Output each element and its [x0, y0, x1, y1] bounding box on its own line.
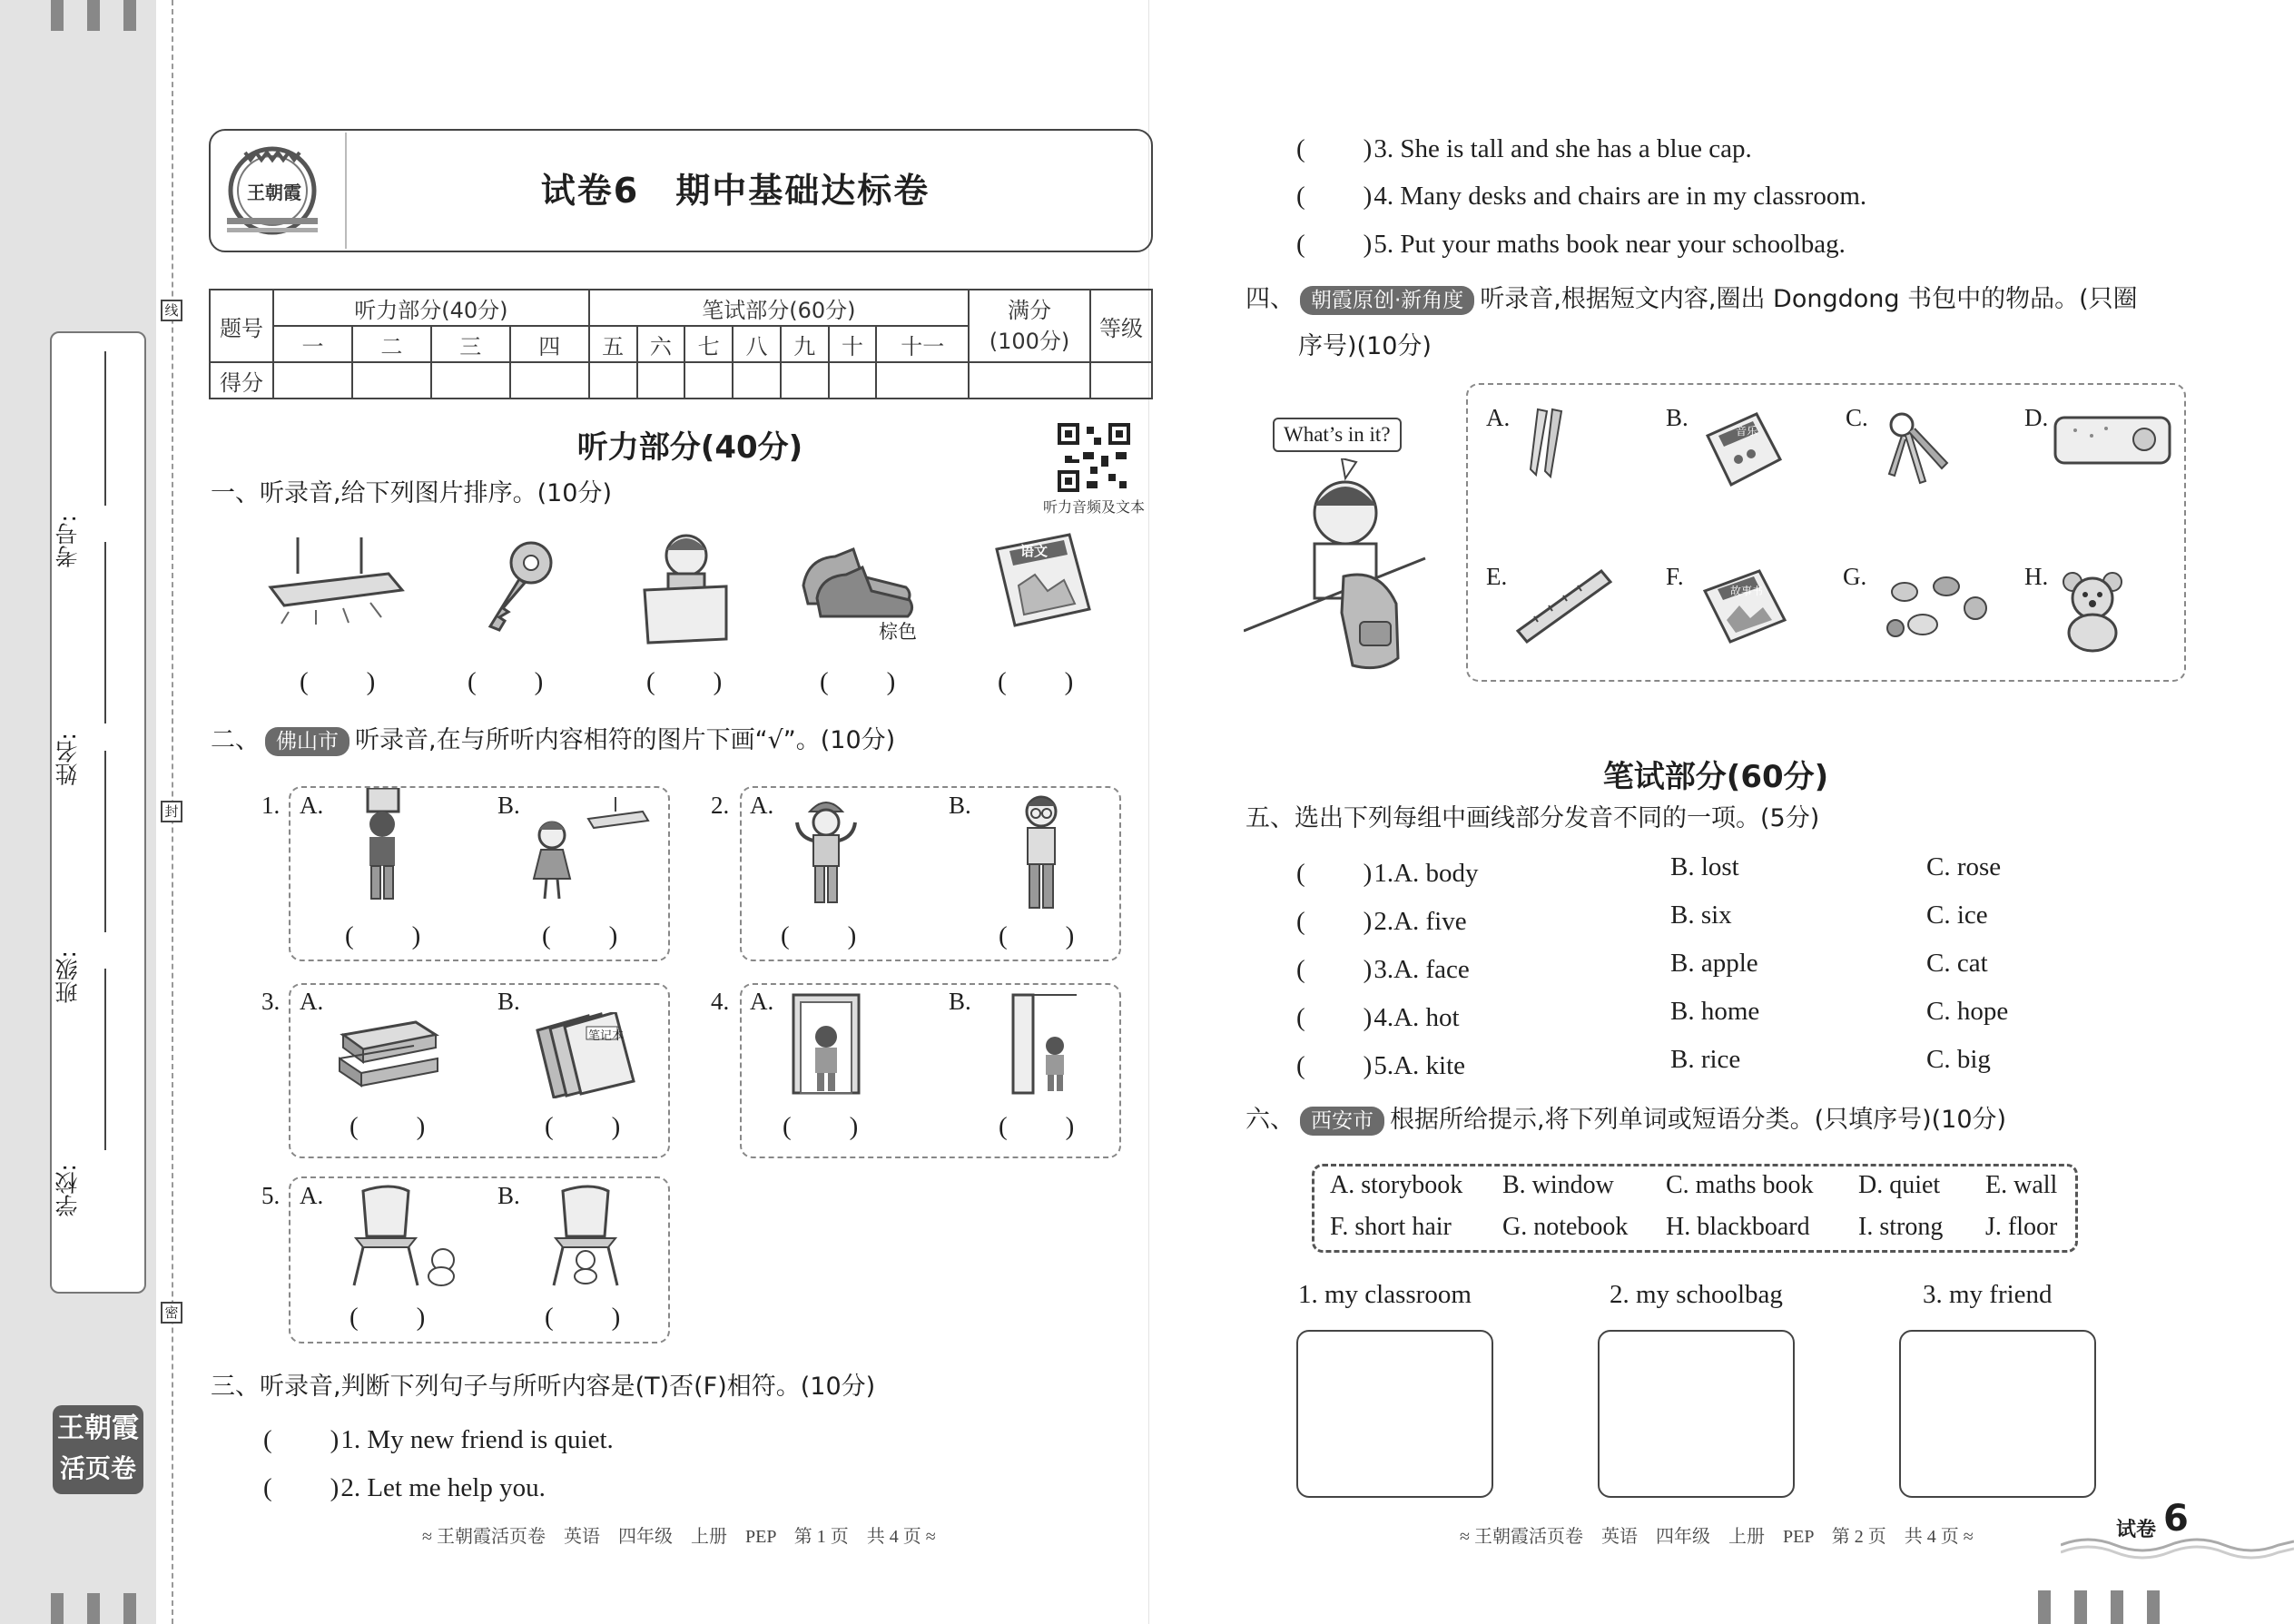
binder-mark-secret: 密: [161, 1302, 182, 1324]
girl-at-door-illustration: [790, 991, 862, 1098]
q5-row-4: ( )4.A. hot: [1296, 1003, 1460, 1032]
category-2-label: 2. my schoolbag: [1610, 1280, 1783, 1309]
brand-logo: [53, 1405, 143, 1494]
girl-and-light-illustration: [525, 792, 652, 905]
teddy-bear-icon: [2056, 567, 2129, 654]
q5-row-2: ( )2.A. five: [1296, 907, 1467, 936]
q1-answer-blank-1[interactable]: ( ): [300, 667, 378, 696]
q5-row-5-c: C. big: [1926, 1045, 1991, 1074]
music-book-icon: [1702, 408, 1784, 490]
listening-section-title: 听力部分(40分): [576, 429, 803, 466]
score-cell[interactable]: [510, 362, 589, 399]
writing-section-title: 笔试部分(60分): [1602, 759, 1829, 795]
notebook-cover-text: 笔记本: [588, 1029, 625, 1043]
candies-icon: [1877, 570, 1995, 647]
col-11: 十一: [876, 326, 969, 362]
score-cell[interactable]: [781, 362, 829, 399]
number-label: 考号:: [54, 515, 81, 568]
paper-number: 6: [2163, 1498, 2189, 1540]
q3-sentence-5: ( )5. Put your maths book near your schoolbag.: [1296, 230, 1846, 259]
q3-blank-5[interactable]: ( ): [1296, 230, 1374, 259]
score-cell[interactable]: [829, 362, 877, 399]
q2-item5-blank-a[interactable]: ( ): [350, 1303, 428, 1332]
col-7: 七: [684, 326, 733, 362]
q4-option-d[interactable]: D.: [2024, 404, 2049, 431]
q2-item3-option-b: B.: [497, 988, 520, 1015]
binder-mark-seal: 封: [161, 801, 182, 822]
q4-option-a[interactable]: A.: [1486, 404, 1511, 431]
score-cell[interactable]: [589, 362, 637, 399]
boy-with-schoolbag-illustration: [1244, 458, 1443, 676]
q2-item2-blank-a[interactable]: ( ): [781, 921, 859, 950]
col-1: 一: [273, 326, 352, 362]
category-1-label: 1. my classroom: [1298, 1280, 1472, 1309]
q2-item2-blank-b[interactable]: ( ): [999, 921, 1077, 950]
col-4: 四: [510, 326, 589, 362]
q2-item3-blank-a[interactable]: ( ): [350, 1112, 428, 1141]
q5-blank-1[interactable]: ( ): [1296, 859, 1374, 888]
score-cell[interactable]: [352, 362, 431, 399]
q5-row-3-b: B. apple: [1670, 949, 1758, 978]
q2-item3-option-a: A.: [300, 988, 324, 1015]
q3-blank-4[interactable]: ( ): [1296, 182, 1374, 211]
q4-option-c[interactable]: C.: [1846, 404, 1868, 431]
score-cell[interactable]: [637, 362, 685, 399]
qr-caption: 听力音频及文本: [1042, 500, 1145, 516]
boy-with-glasses-illustration: [1009, 792, 1073, 914]
col-10: 十: [829, 326, 877, 362]
q4-option-b[interactable]: B.: [1666, 404, 1689, 431]
q2-region-tag: 佛山市: [265, 727, 350, 756]
q5-row-4-c: C. hope: [1926, 997, 2009, 1026]
q1-answer-blank-3[interactable]: ( ): [646, 667, 724, 696]
col-5: 五: [589, 326, 637, 362]
paper-label: 试卷: [2116, 1519, 2157, 1541]
qr-code-icon[interactable]: [1058, 423, 1130, 492]
q2-item2-option-a: A.: [750, 792, 774, 819]
q2-item4-option-b: B.: [949, 988, 971, 1015]
exam-header: [209, 129, 1153, 252]
footer-left: ≈ 王朝霞活页卷 英语 四年级 上册 PEP 第 1 页 共 4 页 ≈: [422, 1527, 936, 1547]
q3-blank-3[interactable]: ( ): [1296, 134, 1374, 163]
col-3: 三: [431, 326, 510, 362]
q2-item1-option-b: B.: [497, 792, 520, 819]
q5-row-3-c: C. cat: [1926, 949, 1988, 978]
q5-row-2-b: B. six: [1670, 901, 1732, 930]
score-cell[interactable]: [969, 362, 1090, 399]
category-2-answer-box[interactable]: [1598, 1330, 1795, 1498]
girl-at-desk-illustration: [635, 527, 735, 645]
q2-item1-option-a: A.: [300, 792, 324, 819]
music-book-title: 音乐: [1736, 425, 1758, 438]
stack-of-books-illustration: [334, 1017, 443, 1089]
grade-header: 等级: [1090, 290, 1152, 362]
q2-item5-number: 5.: [261, 1182, 281, 1209]
q3-sentence-3: ( )3. She is tall and she has a blue cap.: [1296, 134, 1752, 163]
q2-item1-blank-b[interactable]: ( ): [542, 921, 620, 950]
speech-bubble: What’s in it?: [1273, 418, 1402, 452]
name-label: 姓名:: [54, 733, 81, 786]
score-row-label: 得分: [210, 362, 273, 399]
q5-blank-4[interactable]: ( ): [1296, 1003, 1374, 1032]
brand-logo-line1: 王朝霞: [57, 1412, 139, 1444]
q5-row-5-b: B. rice: [1670, 1045, 1741, 1074]
q5-blank-2[interactable]: ( ): [1296, 907, 1374, 936]
col-9: 九: [781, 326, 829, 362]
exam-title: 试卷6 期中基础达标卷: [540, 171, 930, 211]
col-6: 六: [637, 326, 685, 362]
writing-header: 笔试部分(60分): [589, 290, 969, 326]
question-no-header: 题号: [210, 290, 273, 362]
strong-boy-with-cap-illustration: [790, 792, 862, 910]
q1-answer-blank-5[interactable]: ( ): [998, 667, 1076, 696]
q3-sentence-2: ( )2. Let me help you.: [263, 1473, 546, 1502]
school-label: 学校:: [54, 1164, 81, 1217]
q5-blank-3[interactable]: ( ): [1296, 955, 1374, 984]
sneakers-illustration: [799, 531, 917, 622]
q2-heading: 二、 佛山市 听录音,在与所听内容相符的图片下画“√”。(10分): [211, 726, 896, 754]
q4-original-tag: 朝霞原创·新角度: [1300, 286, 1474, 315]
q5-blank-5[interactable]: ( ): [1296, 1051, 1374, 1080]
q2-item5-option-b: B.: [497, 1182, 520, 1209]
q3-blank-2[interactable]: ( ): [263, 1473, 341, 1502]
q5-row-4-b: B. home: [1670, 997, 1760, 1026]
class-label: 班级:: [54, 950, 81, 1004]
q2-item4-number: 4.: [711, 988, 730, 1015]
full-marks-header: 满分 (100分): [969, 290, 1090, 362]
q2-item5-blank-b[interactable]: ( ): [545, 1303, 623, 1332]
storybook-icon: [1699, 566, 1790, 647]
score-cell[interactable]: [273, 362, 352, 399]
boy-opening-door-illustration: [1009, 991, 1082, 1098]
q5-row-1-c: C. rose: [1926, 852, 2002, 881]
q5-heading: 五、选出下列每组中画线部分发音不同的一项。(5分): [1245, 804, 1820, 832]
q6-heading: 六、 西安市 根据所给提示,将下列单词或短语分类。(只填序号)(10分): [1245, 1106, 2007, 1134]
dog-under-chair-illustration: [536, 1182, 635, 1291]
q1-answer-blank-2[interactable]: ( ): [468, 667, 546, 696]
q2-item4-blank-a[interactable]: ( ): [783, 1112, 861, 1141]
q2-item5-option-a: A.: [300, 1182, 324, 1209]
q2-item3-number: 3.: [261, 988, 281, 1015]
q2-item1-blank-a[interactable]: ( ): [345, 921, 423, 950]
ceiling-light-icon: [252, 537, 407, 628]
col-8: 八: [733, 326, 781, 362]
q5-row-1: ( )1.A. body: [1296, 859, 1479, 888]
boy-cleaning-window-illustration: [350, 788, 413, 906]
q4-option-h[interactable]: H.: [2024, 563, 2049, 590]
category-1-answer-box[interactable]: [1296, 1330, 1493, 1498]
key-icon: [472, 536, 563, 635]
pencil-box-icon: [2052, 410, 2174, 469]
q1-answer-blank-4[interactable]: ( ): [820, 667, 898, 696]
q5-row-2-c: C. ice: [1926, 901, 1988, 930]
shoes-color-caption: 棕色: [879, 621, 917, 643]
q5-row-3: ( )3.A. face: [1296, 955, 1470, 984]
q4-option-g[interactable]: G.: [1843, 563, 1867, 590]
q2-item4-option-a: A.: [750, 988, 774, 1015]
footer-right: ≈ 王朝霞活页卷 英语 四年级 上册 PEP 第 2 页 共 4 页 ≈: [1460, 1527, 1974, 1547]
category-3-answer-box[interactable]: [1899, 1330, 2096, 1498]
q4-option-f[interactable]: F.: [1666, 563, 1684, 590]
score-cell[interactable]: [876, 362, 969, 399]
storybook-title: 故事书: [1730, 585, 1764, 597]
q3-heading: 三、听录音,判断下列句子与所听内容是(T)否(F)相符。(10分): [211, 1373, 876, 1401]
col-2: 二: [352, 326, 431, 362]
seal-text: 王朝霞: [247, 182, 301, 203]
q1-heading: 一、听录音,给下列图片排序。(10分): [211, 479, 613, 507]
binder-mark-line: 线: [161, 300, 182, 321]
q2-item2-number: 2.: [711, 792, 730, 819]
q4-option-e[interactable]: E.: [1486, 563, 1508, 590]
score-cell[interactable]: [431, 362, 510, 399]
student-info-box: [50, 331, 146, 1294]
q2-item4-blank-b[interactable]: ( ): [999, 1112, 1077, 1141]
listening-header: 听力部分(40分): [273, 290, 589, 326]
q4-heading-line2: 序号)(10分): [1298, 332, 1432, 360]
score-cell[interactable]: [684, 362, 733, 399]
dog-beside-chair-illustration: [336, 1182, 463, 1291]
q2-item1-number: 1.: [261, 792, 281, 819]
q5-row-1-b: B. lost: [1670, 852, 1739, 881]
q3-blank-1[interactable]: ( ): [263, 1425, 341, 1454]
ruler-icon: [1514, 567, 1614, 645]
score-table: [209, 289, 1153, 399]
q3-sentence-4: ( )4. Many desks and chairs are in my classroom.: [1296, 182, 1867, 211]
pencils-icon: [1525, 404, 1580, 481]
q3-sentence-1: ( )1. My new friend is quiet.: [263, 1425, 614, 1454]
q4-heading: 四、 朝霞原创·新角度 听录音,根据短文内容,圈出 Dongdong 书包中的物品。(只圈: [1245, 285, 2138, 313]
q2-item2-option-b: B.: [949, 792, 971, 819]
score-cell[interactable]: [733, 362, 781, 399]
score-cell[interactable]: [1090, 362, 1152, 399]
keys-icon: [1875, 410, 1956, 497]
q2-item3-blank-b[interactable]: ( ): [545, 1112, 623, 1141]
category-3-label: 3. my friend: [1923, 1280, 2053, 1309]
textbook-cover-text: 语文: [1020, 543, 1049, 559]
q6-region-tag: 西安市: [1300, 1107, 1384, 1136]
brand-logo-line2: 活页卷: [59, 1453, 136, 1483]
q5-row-5: ( )5.A. kite: [1296, 1051, 1466, 1080]
